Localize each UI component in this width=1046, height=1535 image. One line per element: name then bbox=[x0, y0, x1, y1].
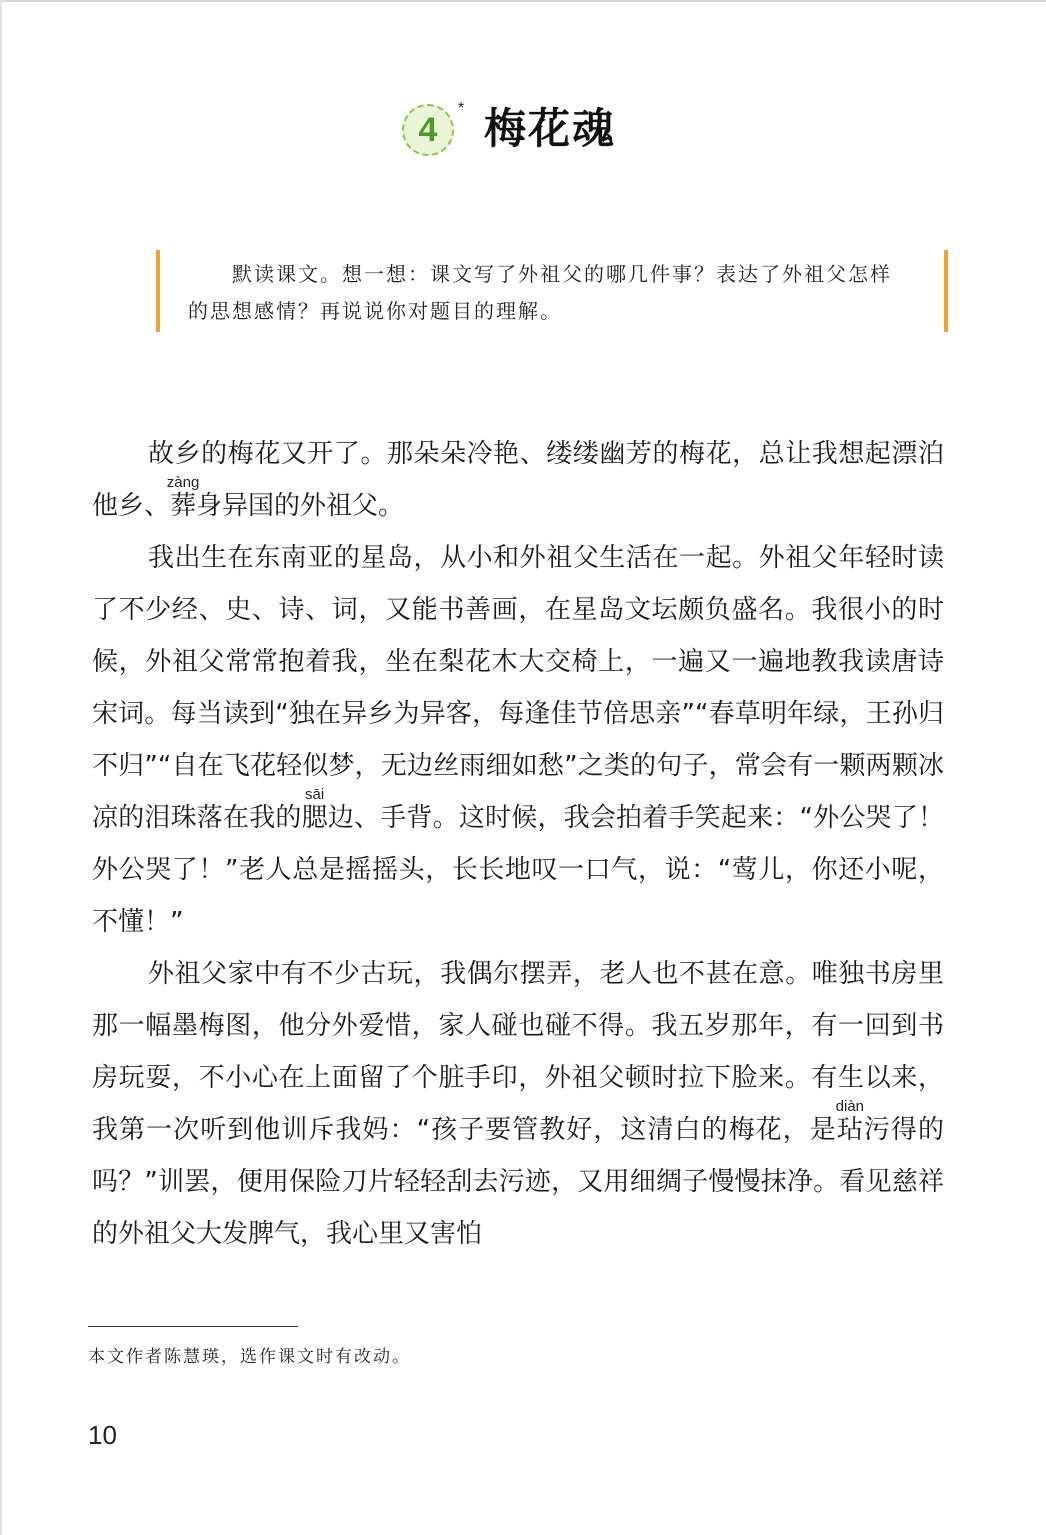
pinyin-annotation bbox=[301, 786, 328, 833]
paragraph-3 bbox=[92, 948, 944, 1260]
paragraph-text: 污得的吗？”训罢，便用保险刀片轻轻刮去污迹，又用细绸子慢慢抹净。看见慈祥的外祖父大发脾气，我心里又害怕 bbox=[92, 1115, 944, 1249]
pinyin-text: diàn bbox=[835, 1098, 864, 1115]
paragraph-2 bbox=[92, 532, 944, 948]
paragraph-1 bbox=[92, 428, 944, 532]
paragraph-text: 我出生在东南亚的星岛，从小和外祖父生活在一起。外祖父年轻时读了不少经、史、诗、词，又能书善画，在星岛文坛颇负盛名。我很小的时候，外祖父常常抱着我，坐在梨花木大交椅上，一遍又一遍地教我读唐诗宋词。每当读到“独在异乡为异客，每逢佳节倍思亲”“春草明年绿，王孙归不归”“自在飞花轻似梦，无边丝雨细如愁”之类的句子，常会有一颗两颗冰凉的泪珠落在我的 bbox=[92, 543, 944, 833]
annotated-character: 腮 bbox=[301, 803, 328, 833]
paragraph-text: 外祖父家中有不少古玩，我偶尔摆弄，老人也不甚在意。唯独书房里那一幅墨梅图，他分外爱惜，家人碰也碰不得。我五岁那年，有一回到书房玩耍，不小心在上面留了个脏手印，外祖父顿时拉下脸来。有生以来，我第一次听到他训斥我妈：“孩子要管教好，这清白的梅花，是 bbox=[92, 959, 944, 1145]
lesson-number-badge bbox=[402, 104, 454, 156]
reading-prompt-box bbox=[156, 250, 948, 332]
pinyin-annotation bbox=[835, 1098, 864, 1145]
lesson-heading bbox=[0, 100, 1046, 160]
annotated-character: 玷 bbox=[835, 1115, 864, 1145]
prompt-right-bar bbox=[944, 250, 948, 332]
lesson-body bbox=[92, 428, 944, 1260]
footnote: 本文作者陈慧瑛，选作课文时有改动。 bbox=[88, 1347, 411, 1367]
prompt-left-bar bbox=[156, 250, 160, 332]
annotated-character: 葬 bbox=[166, 491, 200, 521]
page-number: 10 bbox=[88, 1420, 117, 1450]
paragraph-text: 边、手背。这时候，我会拍着手笑起来：“外公哭了！外公哭了！”老人总是摇摇头，长长地叹一口气，说：“莺儿，你还小呢，不懂！” bbox=[92, 803, 944, 937]
lesson-number: 4 bbox=[418, 111, 438, 149]
pinyin-text: zàng bbox=[166, 474, 200, 491]
footnote-divider bbox=[88, 1326, 298, 1327]
optional-lesson-mark: * bbox=[458, 100, 465, 117]
paragraph-text: 身异国的外祖父。 bbox=[196, 491, 405, 521]
pinyin-annotation bbox=[166, 474, 200, 521]
pinyin-text: sāi bbox=[301, 786, 328, 803]
lesson-title: 梅花魂 bbox=[484, 104, 617, 153]
reading-prompt-text: 默读课文。想一想：课文写了外祖父的哪几件事？表达了外祖父怎样的思想感情？再说说你对题目的理解。 bbox=[188, 262, 892, 323]
paragraph-text: 故乡的梅花又开了。那朵朵冷艳、缕缕幽芳的梅花，总让我想起漂泊他乡、 bbox=[92, 439, 944, 521]
